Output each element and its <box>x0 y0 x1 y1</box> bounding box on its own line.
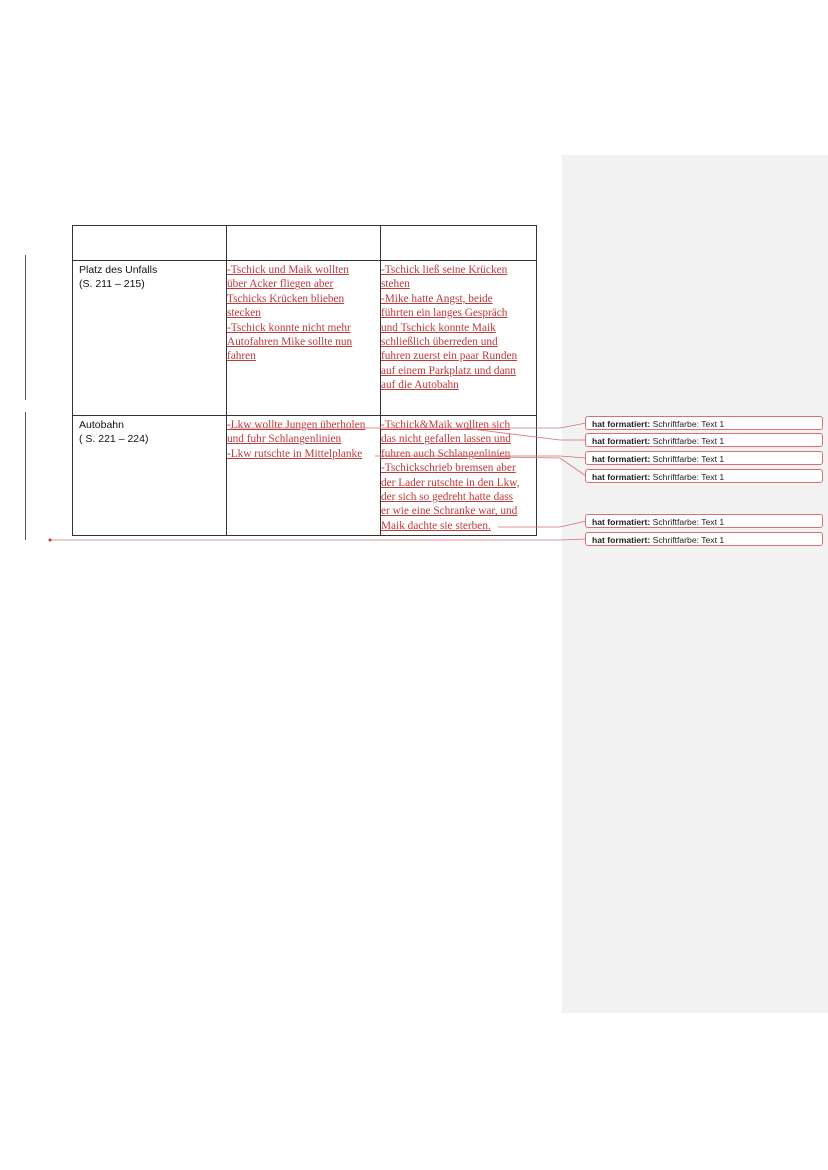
format-comment-balloon[interactable] <box>585 514 823 528</box>
balloon-label: hat formatiert: <box>592 419 651 429</box>
balloon-text: Schriftfarbe: Text 1 <box>652 535 725 545</box>
format-comment-balloon[interactable] <box>585 433 823 447</box>
tracked-insertion: -Tschick und Maik wollten über Acker fliegen aber Tschicks Krücken blieben stecken -Tschick konnte nicht mehr Autofahren Mike sollte nun fahren <box>227 264 353 363</box>
connector-line <box>463 423 586 428</box>
anchor-marker <box>49 539 52 542</box>
balloon-label: hat formatiert: <box>592 535 651 545</box>
tracked-insertion: -Tschick&Maik wollten sich das nicht gefallen lassen und fuhren auch Schlangenlinien -Tschickschrieb bremsen aber der Lader rutschte in den Lkw, der sich so gedreht hatte dass er wie eine Schranke war, und Maik dachte sie sterben. <box>381 419 520 532</box>
format-comment-balloon[interactable] <box>585 451 823 465</box>
balloon-label: hat formatiert: <box>592 454 651 464</box>
balloon-text: Schriftfarbe: Text 1 <box>652 419 725 429</box>
connector-line <box>498 521 586 527</box>
connector-line <box>445 456 586 476</box>
balloon-text: Schriftfarbe: Text 1 <box>652 472 725 482</box>
connector-line <box>230 428 586 440</box>
format-comment-balloon[interactable] <box>585 469 823 483</box>
format-comment-balloon[interactable] <box>585 416 823 430</box>
balloon-text: Schriftfarbe: Text 1 <box>652 436 725 446</box>
tracked-insertion: -Lkw wollte Jungen überholen und fuhr Schlangenlinien -Lkw rutschte in Mittelplanke <box>227 419 366 460</box>
balloon-label: hat formatiert: <box>592 436 651 446</box>
balloon-label: hat formatiert: <box>592 472 651 482</box>
connector-line <box>50 539 586 540</box>
row-label: Platz des Unfalls (S. 211 – 215) <box>79 264 158 290</box>
balloon-label: hat formatiert: <box>592 517 651 527</box>
format-comment-balloon[interactable] <box>585 532 823 546</box>
balloon-text: Schriftfarbe: Text 1 <box>652 517 725 527</box>
balloon-text: Schriftfarbe: Text 1 <box>652 454 725 464</box>
tracked-insertion: -Tschick ließ seine Krücken stehen -Mike hatte Angst, beide führten ein langes Gespräch und Tschick konnte Maik schließlich überreden und fuhren zuerst ein paar Runden auf einem Parkplatz und dann auf die Autobahn <box>381 264 518 392</box>
row-label: Autobahn ( S. 221 – 224) <box>79 419 149 445</box>
